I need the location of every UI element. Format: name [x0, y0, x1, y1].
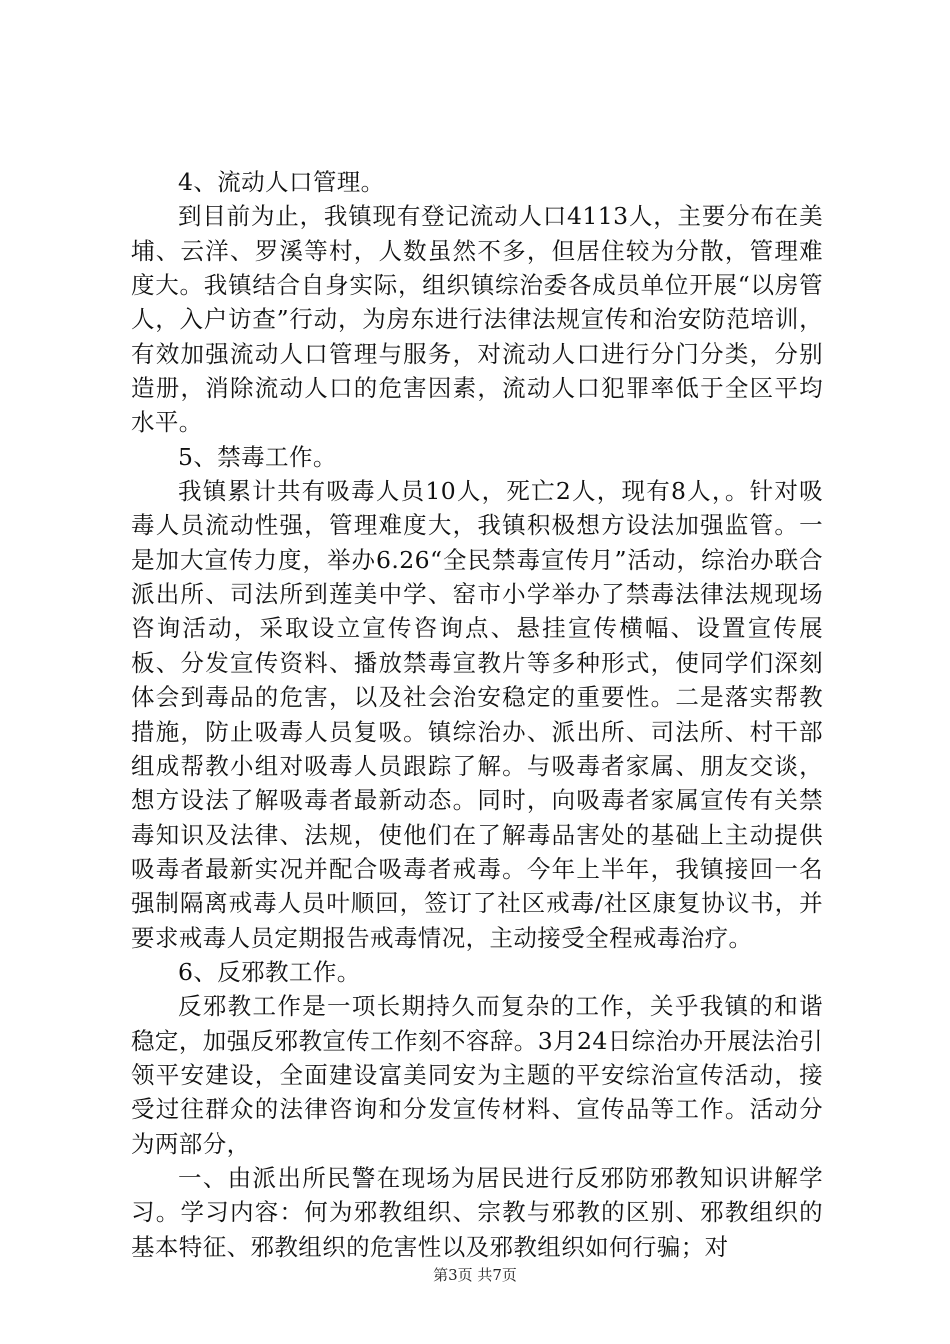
paragraph-drug-control: 我镇累计共有吸毒人员10人，死亡2人，现有8人，。针对吸毒人员流动性强，管理难度大，我镇积极想方设法加强监管。一是加大宣传力度，举办6.26“全民禁毒宣传月”活动，综治办联合派出所、司法所到莲美中学、窑市小学举办了禁毒法律法规现场咨询活动，采取设立宣传咨询点、悬挂宣传横幅、设置宣传展板、分发宣传资料、播放禁毒宣教片等多种形式，使同学们深刻体会到毒品的危害，以及社会治安稳定的重要性。二是落实帮教措施，防止吸毒人员复吸。镇综治办、派出所、司法所、村干部组成帮教小组对吸毒人员跟踪了解。与吸毒者家属、朋友交谈，想方设法了解吸毒者最新动态。同时，向吸毒者家属宣传有关禁毒知识及法律、法规，使他们在了解毒品害处的基础上主动提供吸毒者最新实况并配合吸毒者戒毒。今年上半年，我镇接回一名强制隔离戒毒人员叶顺回，签订了社区戒毒/社区康复协议书，并要求戒毒人员定期报告戒毒情况，主动接受全程戒毒治疗。	[131, 477, 823, 952]
section-heading-anti-cult: 6、反邪教工作。	[178, 957, 361, 986]
paragraph-anti-cult-part-one: 一、由派出所民警在现场为居民进行反邪防邪教知识讲解学习。学习内容：何为邪教组织、宗教与邪教的区别、邪教组织的基本特征、邪教组织的危害性以及邪教组织如何行骗；对	[131, 1163, 823, 1261]
document-body	[131, 165, 823, 1264]
page-footer: 第3页 共7页	[433, 1266, 517, 1284]
paragraph-anti-cult: 反邪教工作是一项长期持久而复杂的工作，关乎我镇的和谐稳定，加强反邪教宣传工作刻不容辞。3月24日综治办开展法治引领平安建设，全面建设富美同安为主题的平安综治宣传活动，接受过往群众的法律咨询和分发宣传材料、宣传品等工作。活动分为两部分，	[131, 992, 823, 1158]
section-heading-drug-control: 5、禁毒工作。	[178, 442, 337, 471]
paragraph-floating-population: 到目前为止，我镇现有登记流动人口4113人，主要分布在美埔、云洋、罗溪等村，人数虽然不多，但居住较为分散，管理难度大。我镇结合自身实际，组织镇综治委各成员单位开展“以房管人，入户访查”行动，为房东进行法律法规宣传和治安防范培训，有效加强流动人口管理与服务，对流动人口进行分门分类，分别造册，消除流动人口的危害因素，流动人口犯罪率低于全区平均水平。	[131, 202, 823, 437]
section-heading-floating-population: 4、流动人口管理。	[178, 168, 385, 196]
